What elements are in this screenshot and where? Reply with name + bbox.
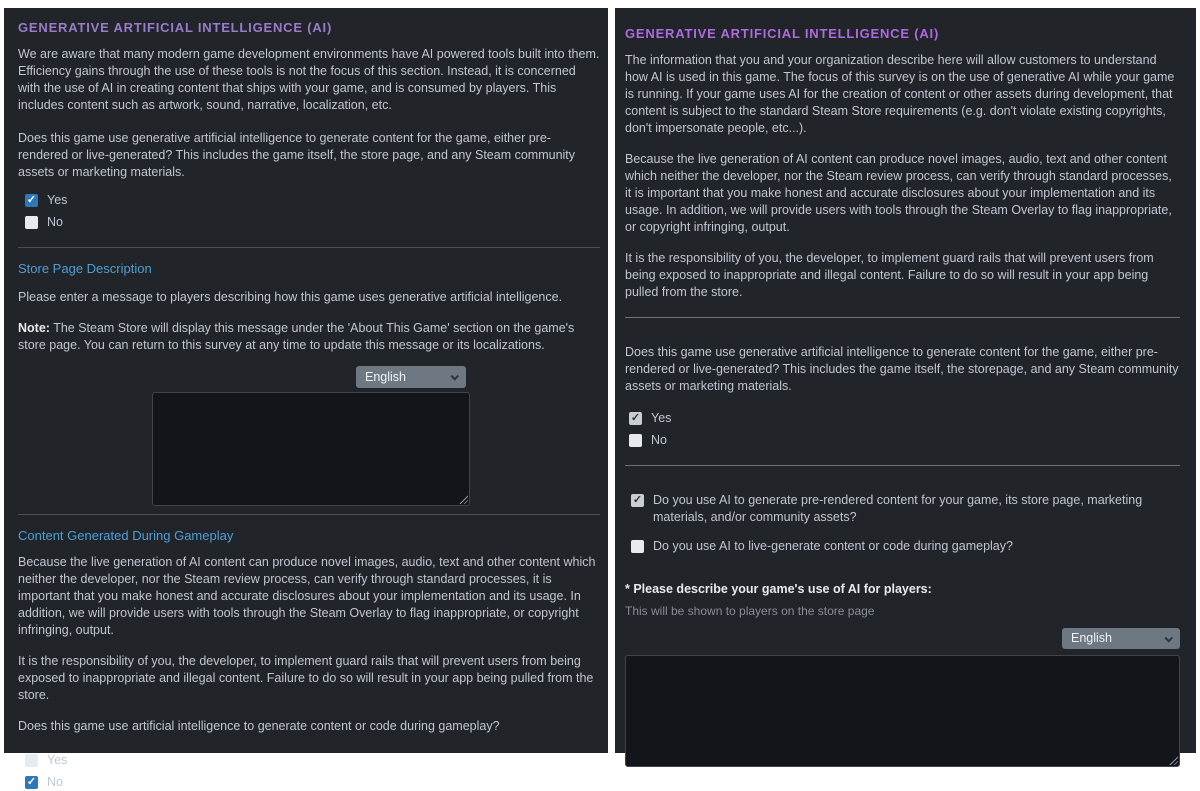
language-select-value: English (1071, 631, 1112, 645)
no-checkbox[interactable] (25, 216, 38, 229)
describe-textarea-wrap (625, 655, 1180, 767)
pre-rendered-question: Does this game use generative artificial intelligence to generate content for the game, either pre-rendered or live-generated? This includes the game itself, the store page, and any Steam community assets or marketing materials. (18, 131, 576, 179)
describe-ai-sublabel: This will be shown to players on the store page (625, 604, 875, 618)
section-divider (625, 465, 1180, 466)
generate-question: Does this game use generative artificial intelligence to generate content for the game, either pre-rendered or live-generated? This includes the game itself, the storepage, and any Steam community assets or marketing materials. (625, 345, 1179, 393)
gameplay-paragraph-2: It is the responsibility of you, the developer, to implement guard rails that will prevent users from being exposed to inappropriate and illegal content. Failure to do so will result in your app being pulled from the store. (18, 654, 594, 702)
store-page-textarea-wrap (152, 392, 470, 506)
describe-input-block (625, 620, 1180, 767)
gameplay-no-checkbox[interactable] (25, 776, 38, 789)
note-text: The Steam Store will display this message under the 'About This Game' section on the game's store page. You can return to this survey at any time to update this message or its localizations. (18, 321, 575, 352)
store-page-note (18, 320, 600, 354)
live-generate-checkbox[interactable] (631, 540, 644, 553)
content-generated-heading[interactable]: Content Generated During Gameplay (18, 528, 234, 543)
right-no-checkbox-row[interactable] (629, 432, 1180, 449)
language-select-value: English (365, 369, 406, 384)
describe-ai-label: * Please describe your game's use of AI for players: (625, 582, 932, 596)
live-generate-checkbox-label: Do you use AI to live-generate content or code during gameplay? (653, 539, 1013, 553)
live-generate-checkbox-row[interactable] (631, 538, 1180, 555)
pre-rendered-checkbox-label: Do you use AI to generate pre-rendered content for your game, its store page, marketing materials, and/or community assets? (653, 493, 1143, 524)
gameplay-yes-checkbox[interactable] (25, 754, 38, 767)
chevron-down-icon (1164, 634, 1172, 642)
language-select[interactable] (1062, 628, 1180, 649)
right-paragraph-1: The information that you and your organization describe here will allow customers to understand how AI is used in this game. The focus of this survey is on the use of generative AI while your game is running. If your game uses AI for the creation of content or other assets during development, that content is subject to the standard Steam Store requirements (e.g. don't violate existing copyrights, don't impersonate people, etc...). (625, 53, 1175, 135)
yes-checkbox-row[interactable] (25, 192, 600, 209)
no-checkbox-row[interactable] (25, 214, 600, 231)
right-paragraph-3: It is the responsibility of you, the developer, to implement guard rails that will prevent users from being exposed to inappropriate and illegal content. Failure to do so will result in your app being pulled from the store. (625, 251, 1154, 299)
gameplay-no-checkbox-row[interactable] (25, 774, 600, 791)
store-page-instruction: Please enter a message to players describing how this game uses generative artificial intelligence. (18, 290, 563, 304)
gameplay-yes-checkbox-row[interactable] (25, 752, 600, 769)
language-select[interactable] (356, 366, 466, 388)
pre-rendered-checkbox[interactable] (631, 494, 644, 507)
yes-checkbox[interactable] (25, 194, 38, 207)
right-yes-checkbox[interactable] (629, 412, 642, 425)
gameplay-no-checkbox-label: No (47, 775, 63, 789)
section-divider (625, 317, 1180, 318)
pre-rendered-checkbox-row[interactable] (631, 492, 1180, 526)
right-yes-checkbox-label: Yes (651, 411, 672, 425)
right-no-checkbox[interactable] (629, 434, 642, 447)
right-yes-checkbox-row[interactable] (629, 410, 1180, 427)
note-label: Note: (18, 321, 50, 335)
store-page-description-textarea[interactable] (152, 392, 470, 506)
store-page-input-block (18, 366, 470, 506)
chevron-down-icon (450, 372, 458, 380)
right-panel (615, 8, 1196, 753)
store-page-description-heading[interactable]: Store Page Description (18, 261, 152, 276)
section-divider (18, 514, 600, 515)
yes-checkbox-label: Yes (47, 193, 68, 207)
section-title: GENERATIVE ARTIFICIAL INTELLIGENCE (AI) (18, 20, 333, 35)
intro-paragraph: We are aware that many modern game development environments have AI powered tools built into them. Efficiency gains through the use of these tools is not the focus of this section. Instead, it is concerned with the use of AI in creating content that ships with your game, and is consumed by players. This includes content such as artwork, sound, narrative, localization, etc. (18, 47, 600, 112)
gameplay-yes-checkbox-label: Yes (47, 753, 68, 767)
section-title: GENERATIVE ARTIFICIAL INTELLIGENCE (AI) (625, 26, 940, 41)
right-no-checkbox-label: No (651, 433, 667, 447)
describe-ai-textarea[interactable] (625, 655, 1180, 767)
right-paragraph-2: Because the live generation of AI content can produce novel images, audio, text and other content which neither the developer, nor the Steam review process, can verify through standard processes, it is important that you make honest and accurate disclosures about your implementation and its usage. In addition, we will provide users with tools through the Steam Overlay to flag inappropriate, or copyright infringing, output. (625, 152, 1172, 234)
gameplay-question: Does this game use artificial intelligence to generate content or code during gameplay? (18, 719, 500, 733)
left-panel (4, 8, 608, 789)
no-checkbox-label: No (47, 215, 63, 229)
section-divider (18, 247, 600, 248)
gameplay-paragraph-1: Because the live generation of AI content can produce novel images, audio, text and other content which neither the developer, nor the Steam review process, can verify through standard processes, it is important that you make honest and accurate disclosures about your implementation and its usage. In addition, we will provide users with tools through the Steam Overlay to flag inappropriate, or copyright infringing, output. (18, 555, 596, 637)
